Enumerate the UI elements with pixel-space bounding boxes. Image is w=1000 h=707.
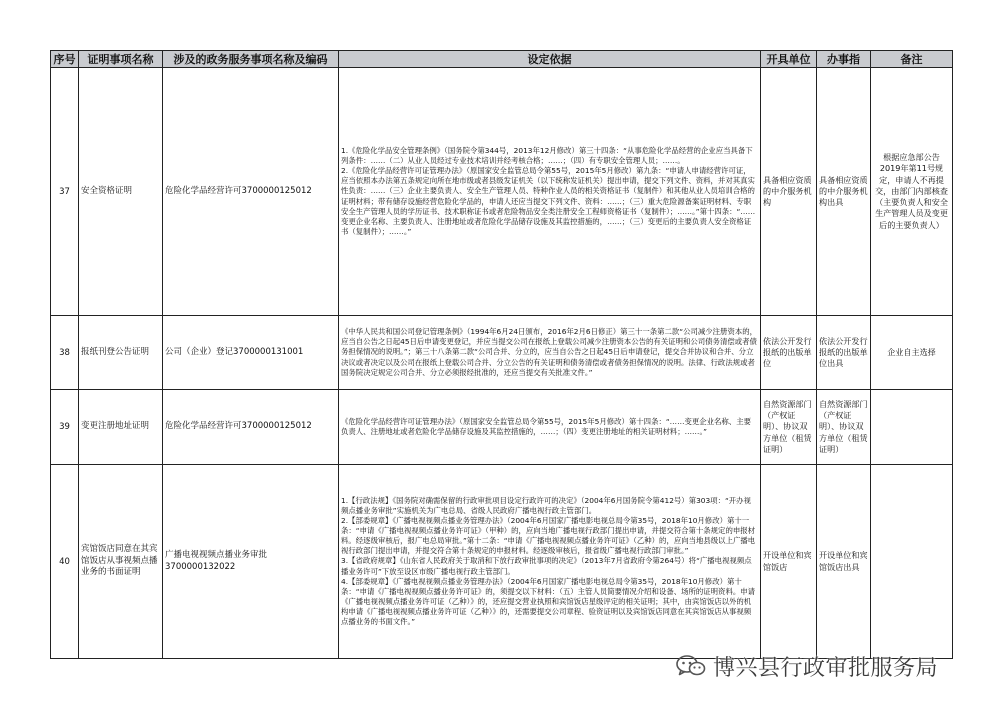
row-cert-name: 报纸刊登公告证明 bbox=[79, 316, 163, 390]
row-issuing-unit: 依法公开发行报纸的出版单位 bbox=[761, 316, 817, 390]
row-guide: 自然资源部门（产权证明）、协议双方单位（租赁证明） bbox=[817, 390, 871, 465]
row-basis bbox=[339, 465, 761, 659]
row-cert-name: 安全资格证明 bbox=[79, 68, 163, 316]
header-basis: 设定依据 bbox=[339, 51, 761, 68]
certificate-table bbox=[50, 50, 953, 659]
row-seq: 38 bbox=[51, 316, 79, 390]
row-seq: 40 bbox=[51, 465, 79, 659]
row-note: 根据应急部公告2019年第11号规定，申请人不再提交，由部门内部核查（主要负责人和安全生产管理人员及变更后的主要负责人） bbox=[871, 68, 953, 316]
header-service-name-code: 涉及的政务服务事项名称及编码 bbox=[163, 51, 339, 68]
basis-paragraph: 3.【省政府规章】《山东省人民政府关于取消和下放行政审批事项的决定》（2013年7月省政府令第264号）将“广播电视视频点播业务许可”下放至设区市级广播电视行政主管部门。 bbox=[341, 556, 752, 576]
row-guide: 具备相应资质的中介服务机构出具 bbox=[817, 68, 871, 316]
row-basis bbox=[339, 390, 761, 465]
row-issuing-unit: 开设单位和宾馆饭店 bbox=[761, 465, 817, 659]
basis-paragraph: 2.【部委规章】《广播电视视频点播业务管理办法》（2004年6月国家广播电影电视总局令第35号，2018年10月修改）第十一条：“申请《广播电视视频点播业务许可证》（甲种）的，应向当地广播电视行政部门提出申请，并提交符合第十条规定的申报材料。经逐级审核后，报广电总局审批。”第十二条：“申请《广播电视视频点播业务许可证》（乙种）的，应向当地县级以上广播电视行政部门提出申请，并提交符合第十条规定的申报材料。经逐级审核后，报省级广播电视行政部门审批。” bbox=[341, 516, 756, 556]
header-guide: 办事指 bbox=[817, 51, 871, 68]
row-note: 企业自主选择 bbox=[871, 316, 953, 390]
table-header-row bbox=[51, 51, 953, 68]
table-row bbox=[51, 390, 953, 465]
header-seq: 序号 bbox=[51, 51, 79, 68]
row-issuing-unit: 自然资源部门（产权证明）、协议双方单位（租赁证明） bbox=[761, 390, 817, 465]
basis-paragraph: 4.【部委规章】《广播电视视频点播业务管理办法》（2004年6月国家广播电影电视总局令第35号，2018年10月修改）第十条：“申请《广播电视视频点播业务许可证》的，须提交以下材料：（五）主管人员简要情况介绍和设备、场所的证明资料。申请《广播电视视频点播业务许可证（乙种）》的，还应提交营业执照和宾馆饭店星级评定的相关证明；其中，由宾馆饭店以外的机构申请《广播电视视频点播业务许可证（乙种）》的，还需要提交公司章程、验资证明以及宾馆饭店同意在其宾馆饭店从事视频点播业务的书面文件。” bbox=[341, 576, 756, 626]
row-service: 危险化学品经营许可3700000125012 bbox=[163, 68, 339, 316]
row-guide: 依法公开发行报纸的出版单位出具 bbox=[817, 316, 871, 390]
basis-paragraph: 2.《危险化学品经营许可证管理办法》（原国家安全监管总局令第55号，2015年5月修改）第九条：“申请人申请经营许可证，应当依照本办法第五条规定向所在地市级或者县级发证机关（以下统称发证机关）提出申请，提交下列文件、资料，并对其真实性负责：……（三）企业主要负责人、安全生产管理人员、特种作业人员的相关资格证书（复制件）和其他从业人员培训合格的证明材料；带有储存设施经营危险化学品的，申请人还应当提交下列文件、资料：……；（三）重大危险源备案证明材料、专职安全生产管理人员的学历证书、技术职称证书或者危险物品安全类注册安全工程师资格证书（复制件）；……。”第十四条：“……变更企业名称、主要负责人、注册地址或者危险化学品储存设施及其监控措施的，……；（三）变更后的主要负责人安全资格证书（复制件）；……。” bbox=[341, 166, 756, 236]
row-note bbox=[871, 465, 953, 659]
table-row bbox=[51, 316, 953, 390]
basis-paragraph: 《中华人民共和国公司登记管理条例》（1994年6月24日颁布，2016年2月6日修正）第三十一条第二款“公司减少注册资本的，应当自公告之日起45日后申请变更登记，并应当提交公司在报纸上登载公司减少注册资本公告的有关证明和公司债务清偿或者债务担保情况的说明。”；第三十八条第二款“公司合并、分立的，应当自公告之日起45日后申请登记，提交合并协议和合并、分立决议或者决定以及公司在报纸上登载公司合并、分立公告的有关证明和债务清偿或者债务担保情况的说明。法律、行政法规或者国务院决定规定公司合并、分立必须报经批准的，还应当提交有关批准文件。” bbox=[341, 327, 758, 377]
watermark-text: 博兴县行政审批服务局 bbox=[713, 655, 939, 681]
basis-paragraph: 《危险化学品经营许可证管理办法》（原国家安全监管总局令第55号，2015年5月修改）第十四条：“……变更企业名称、主要负责人、注册地址或者危险化学品储存设施及其监控措施的，……；（四）变更注册地址的相关证明材料；……。” bbox=[341, 416, 751, 436]
row-service: 公司（企业）登记3700000131001 bbox=[163, 316, 339, 390]
row-cert-name: 宾馆饭店同意在其宾馆饭店从事视频点播业务的书面证明 bbox=[79, 465, 163, 659]
row-service: 危险化学品经营许可3700000125012 bbox=[163, 390, 339, 465]
table-row bbox=[51, 465, 953, 659]
row-basis bbox=[339, 68, 761, 316]
table-row bbox=[51, 68, 953, 316]
row-service: 广播电视视频点播业务审批3700000132022 bbox=[163, 465, 339, 659]
header-cert-name: 证明事项名称 bbox=[79, 51, 163, 68]
account-watermark bbox=[676, 654, 939, 681]
basis-paragraph: 1.《危险化学品安全管理条例》（国务院令第344号，2013年12月修改）第三十四条：“从事危险化学品经营的企业应当具备下列条件：……（二）从业人员经过专业技术培训并经考核合格；……；（四）有专职安全管理人员；……。 bbox=[341, 146, 753, 166]
row-seq: 37 bbox=[51, 68, 79, 316]
row-guide: 开设单位和宾馆饭店出具 bbox=[817, 465, 871, 659]
row-basis bbox=[339, 316, 761, 390]
wechat-icon bbox=[676, 655, 706, 677]
row-issuing-unit: 具备相应资质的中介服务机构 bbox=[761, 68, 817, 316]
row-cert-name: 变更注册地址证明 bbox=[79, 390, 163, 465]
row-seq: 39 bbox=[51, 390, 79, 465]
header-issuing-unit: 开具单位 bbox=[761, 51, 817, 68]
basis-paragraph: 1.【行政法规】《国务院对确需保留的行政审批项目设定行政许可的决定》（2004年6月国务院令第412号）第303项：“开办视频点播业务审批”实施机关为广电总局、省级人民政府广播电视行政主管部门。 bbox=[341, 496, 751, 516]
row-note bbox=[871, 390, 953, 465]
header-notes: 备注 bbox=[871, 51, 953, 68]
